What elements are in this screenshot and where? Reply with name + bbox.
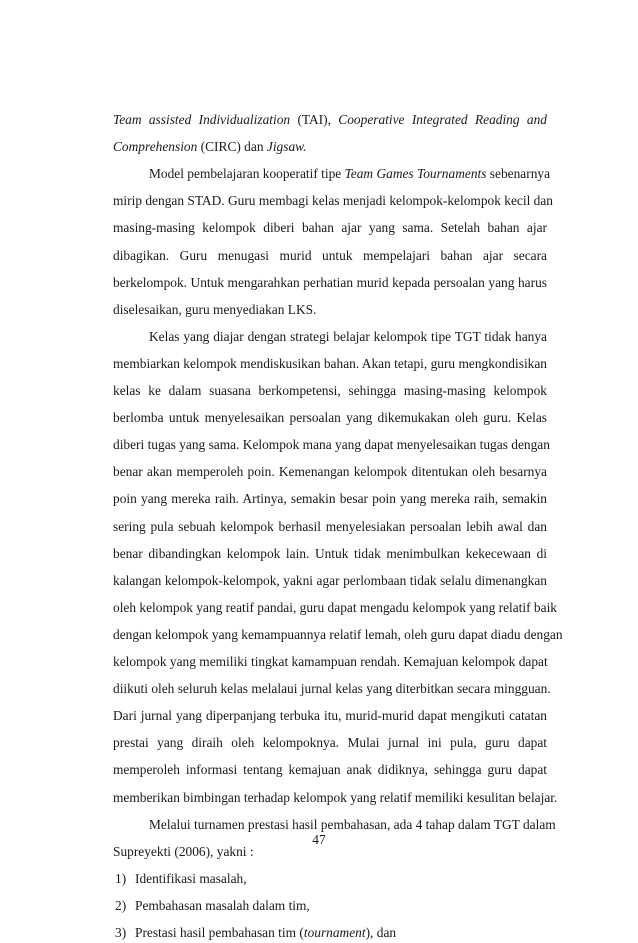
text-line [113, 408, 547, 428]
text-line [113, 517, 547, 537]
text-line [113, 191, 553, 211]
text-line [113, 381, 547, 401]
text-line [113, 110, 547, 130]
text-segment: benar akan memperoleh poin. Kemenangan kelompok ditentukan oleh besarnya [113, 464, 547, 480]
text-line [113, 462, 547, 482]
text-line [149, 164, 551, 184]
text-line [113, 218, 547, 238]
text-line [113, 760, 547, 780]
italic-text: Team assisted Individualization [113, 112, 291, 127]
list-item [115, 896, 310, 916]
text-line [113, 137, 547, 157]
text-line [113, 652, 547, 672]
text-segment: prestai yang diraih oleh kelompoknya. Mulai jurnal ini pula, guru dapat [113, 735, 547, 751]
text-segment: Kelas yang diajar dengan strategi belajar kelompok tipe TGT tidak hanya [149, 328, 547, 344]
text-segment: diberi tugas yang sama. Kelompok mana yang dapat menyelesaikan tugas dengan [113, 437, 550, 453]
text-line [113, 300, 547, 320]
list-item [115, 923, 396, 943]
text-segment: berlomba untuk menyelesaikan persoalan yang dikemukakan oleh guru. Kelas [113, 410, 547, 426]
text-line [113, 733, 547, 753]
text-segment: masing-masing kelompok diberi bahan ajar yang sama. Setelah bahan ajar [113, 220, 547, 236]
text-line [113, 273, 547, 293]
list-item-number: 3) [115, 925, 127, 940]
text-segment: Model pembelajaran kooperatif tipe [149, 166, 345, 182]
text-line [113, 598, 557, 618]
text-segment: oleh kelompok yang reatif pandai, guru dapat mengadu kelompok yang relatif baik [113, 599, 557, 615]
text-segment: diselesaikan, guru menyediakan LKS. [113, 301, 317, 317]
text-segment: memperoleh informasi tentang kemajuan anak didiknya, sehingga guru dapat [113, 762, 547, 778]
text-segment: memberikan bimbingan terhadap kelompok yang relatif memiliki kesulitan belajar. [113, 789, 558, 805]
text-line [113, 625, 563, 645]
text-segment: benar dibandingkan kelompok lain. Untuk tidak menimbulkan kekecewaan di [113, 545, 547, 561]
italic-text: tournament [303, 925, 366, 940]
text-segment: (TAI), [290, 112, 339, 127]
list-item-text: Prestasi hasil pembahasan tim ( [135, 925, 304, 940]
text-segment: poin yang mereka raih. Artinya, semakin besar poin yang mereka raih, semakin [113, 491, 547, 507]
list-item [115, 869, 247, 889]
text-segment: (CIRC) dan [197, 139, 267, 155]
text-line [113, 788, 558, 808]
text-segment: kelompok yang memiliki tingkat kamampuan rendah. Kemajuan kelompok dapat [113, 654, 548, 669]
text-segment: diikuti oleh seluruh kelas melalaui jurnal kelas yang diterbitkan secara mingguan. [113, 681, 551, 697]
text-line [149, 327, 547, 347]
text-segment: Melalui turnamen prestasi hasil pembahasan, ada 4 tahap dalam TGT dalam [149, 816, 556, 832]
text-segment: kelas ke dalam suasana berkompetensi, sehingga masing-masing kelompok [113, 383, 547, 398]
text-segment: berkelompok. Untuk mengarahkan perhatian murid kepada persoalan yang harus [113, 274, 547, 290]
text-segment: membiarkan kelompok mendiskusikan bahan. Akan tetapi, guru mengkondisikan [113, 355, 547, 371]
text-segment: sebenarnya [486, 166, 551, 182]
list-item-text: Pembahasan masalah dalam tim, [135, 897, 310, 913]
list-item-number: 2) [115, 897, 127, 913]
text-segment: Supreyekti (2006), yakni : [113, 843, 254, 859]
page-number: 47 [312, 832, 326, 847]
list-item-number: 1) [115, 870, 127, 886]
text-line [113, 246, 547, 266]
italic-text: Comprehension [113, 139, 198, 155]
text-segment: dengan kelompok yang kemampuannya relatif lemah, oleh guru dapat diadu dengan [113, 626, 563, 642]
list-item-text: ), dan [365, 925, 397, 940]
list-item-text: Identifikasi masalah, [135, 870, 247, 886]
text-line [113, 706, 547, 726]
text-line [113, 679, 551, 699]
text-segment: dibagikan. Guru menugasi murid untuk mempelajari bahan ajar secara [113, 247, 547, 263]
italic-text: Cooperative Integrated Reading and [338, 112, 547, 127]
text-line [113, 571, 547, 591]
text-segment: kalangan kelompok-kelompok, yakni agar perlombaan tidak selalu dimenangkan [113, 572, 547, 588]
text-segment: mirip dengan STAD. Guru membagi kelas menjadi kelompok-kelompok kecil dan [113, 193, 553, 209]
text-line [113, 544, 547, 564]
text-line [113, 354, 547, 374]
text-line [113, 489, 547, 509]
italic-text: Team Games Tournaments [344, 166, 487, 182]
text-segment: Dari jurnal yang diperpanjang terbuka itu, murid-murid dapat mengikuti catatan [113, 708, 547, 724]
text-line [113, 435, 550, 455]
text-segment: sering pula sebuah kelompok berhasil menyelesiakan persoalan lebih awal dan [113, 518, 547, 534]
italic-text: Jigsaw. [266, 139, 307, 155]
